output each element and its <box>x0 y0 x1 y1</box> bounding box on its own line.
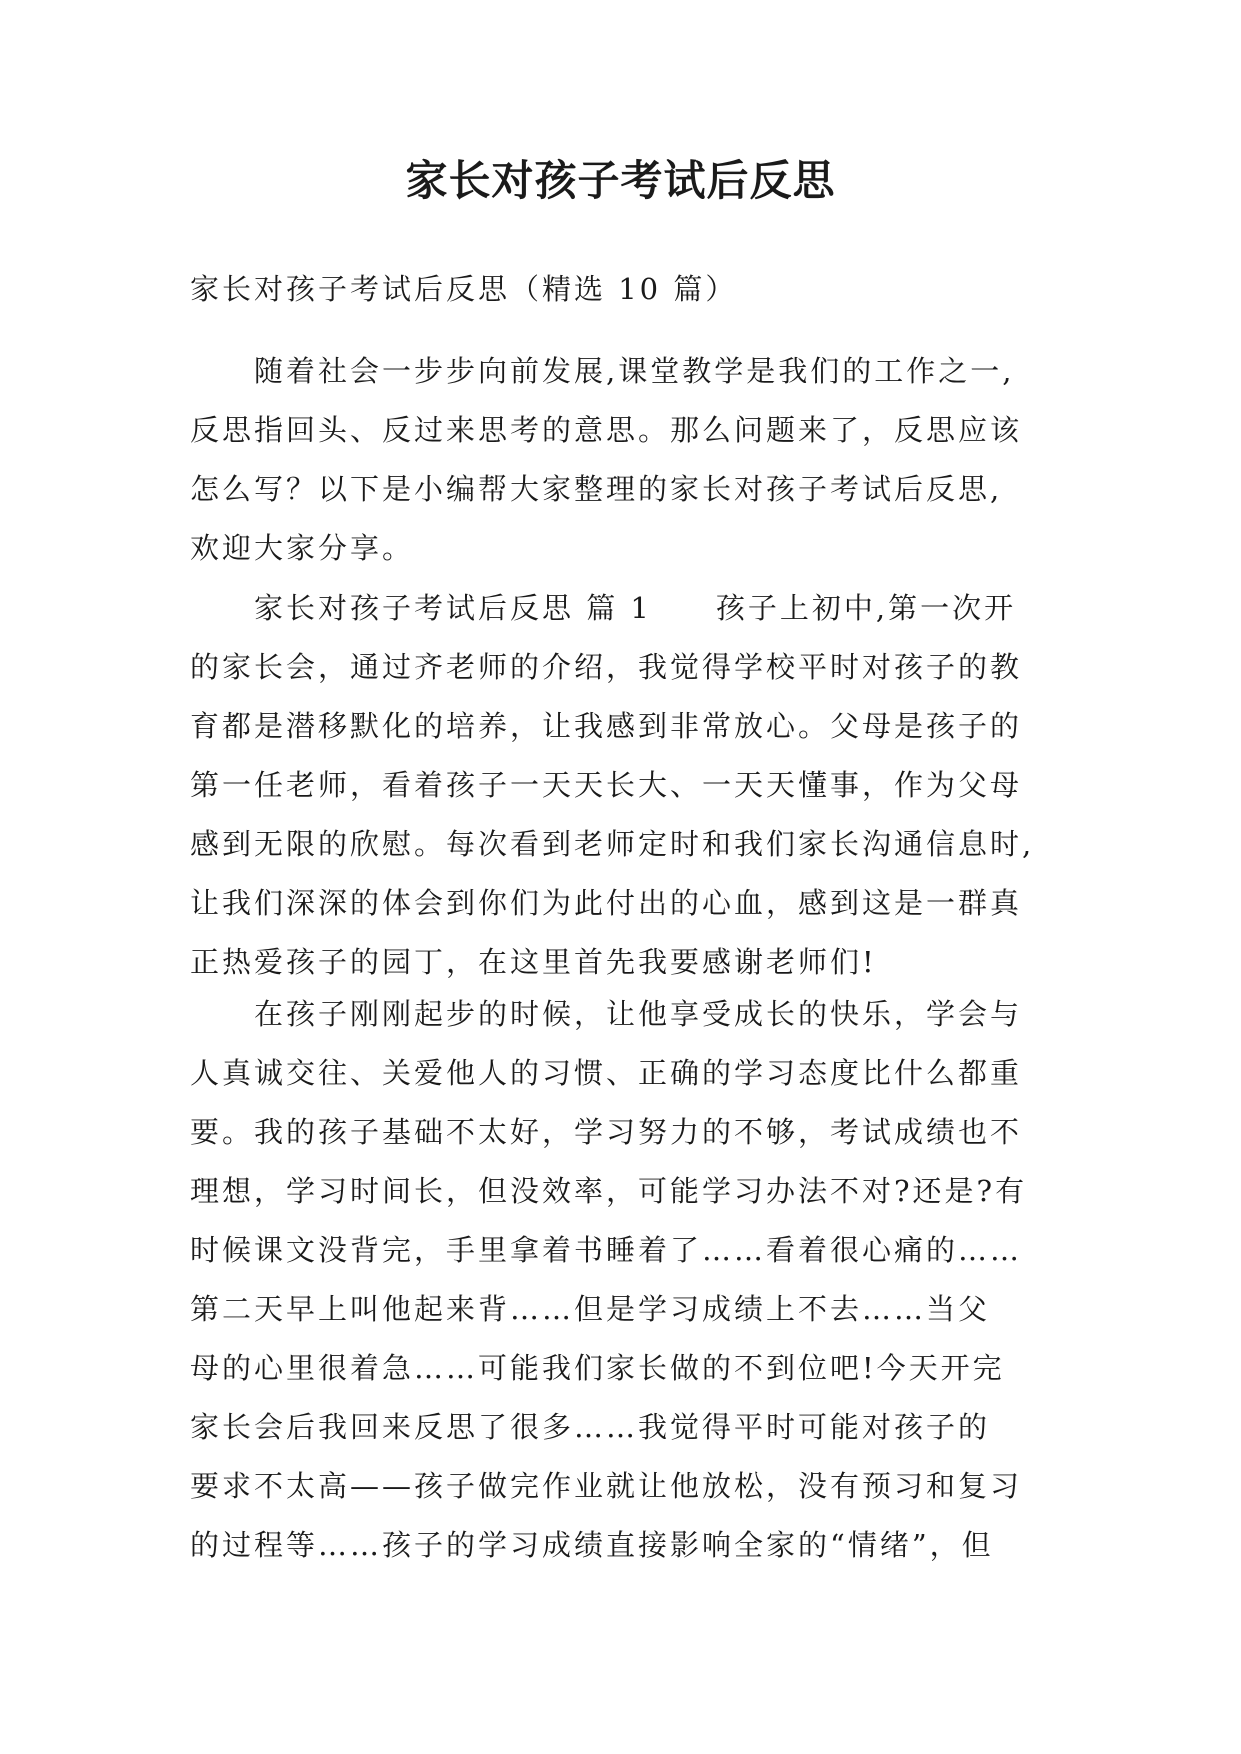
paragraph-line: 育都是潜移默化的培养，让我感到非常放心。父母是孩子的 <box>190 709 1023 743</box>
paragraph-line: 第二天早上叫他起来背……但是学习成绩上不去……当父 <box>190 1292 991 1326</box>
paragraph-line: 感到无限的欣慰。每次看到老师定时和我们家长沟通信息时, <box>190 827 1035 861</box>
paragraph-article-1 <box>190 579 1062 992</box>
paragraph-line: 母的心里很着急……可能我们家长做的不到位吧!今天开完 <box>190 1351 1005 1385</box>
paragraph-line: 反思指回头、反过来思考的意思。那么问题来了，反思应该 <box>190 413 1023 447</box>
paragraph-line: 让我们深深的体会到你们为此付出的心血，感到这是一群真 <box>190 886 1023 920</box>
paragraph-line: 的过程等……孩子的学习成绩直接影响全家的“情绪”，但 <box>190 1528 994 1562</box>
paragraph-line: 要求不太高——孩子做完作业就让他放松，没有预习和复习 <box>190 1469 1023 1503</box>
paragraph-line: 时候课文没背完，手里拿着书睡着了……看着很心痛的…… <box>190 1233 1023 1267</box>
paragraph-line: 正热爱孩子的园丁，在这里首先我要感谢老师们! <box>190 945 877 979</box>
paragraph-line: 家长会后我回来反思了很多……我觉得平时可能对孩子的 <box>190 1410 991 1444</box>
paragraph-line: 家长对孩子考试后反思 篇 1 孩子上初中,第一次开 <box>190 591 1017 625</box>
paragraph-line: 人真诚交往、关爱他人的习惯、正确的学习态度比什么都重 <box>190 1056 1023 1090</box>
paragraph-line: 怎么写？以下是小编帮大家整理的家长对孩子考试后反思, <box>190 472 1003 506</box>
document-subtitle: 家长对孩子考试后反思（精选 10 篇） <box>190 272 738 306</box>
paragraph-line: 要。我的孩子基础不太好，学习努力的不够，考试成绩也不 <box>190 1115 1023 1149</box>
paragraph-line: 理想，学习时间长，但没效率，可能学习办法不对?还是?有 <box>190 1174 1028 1208</box>
paragraph-line: 的家长会，通过齐老师的介绍，我觉得学校平时对孩子的教 <box>190 650 1023 684</box>
paragraph-line: 第一任老师，看着孩子一天天长大、一天天懂事，作为父母 <box>190 768 1023 802</box>
paragraph-line: 在孩子刚刚起步的时候，让他享受成长的快乐，学会与 <box>190 997 1023 1031</box>
paragraph-intro <box>190 342 1062 578</box>
document-title: 家长对孩子考试后反思 <box>405 156 836 205</box>
paragraph-reflection <box>190 985 1062 1575</box>
paragraph-line: 欢迎大家分享。 <box>190 531 415 565</box>
paragraph-line: 随着社会一步步向前发展,课堂教学是我们的工作之一, <box>190 354 1015 388</box>
